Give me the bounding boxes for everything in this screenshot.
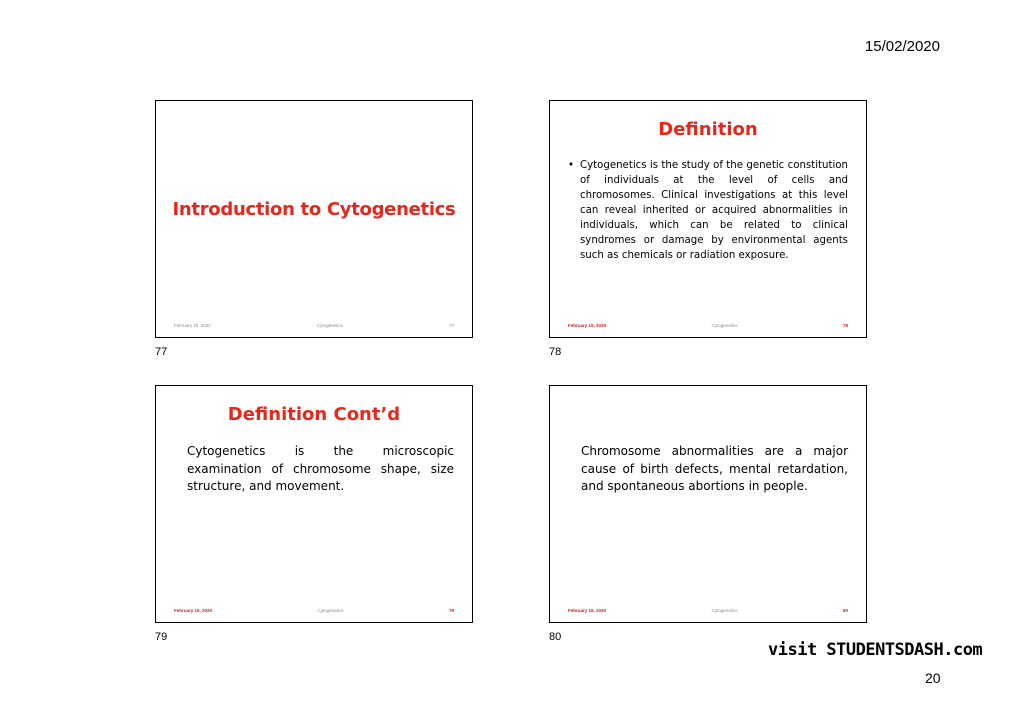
footer-page: 77 <box>448 323 454 328</box>
slide-title: Definition <box>658 119 758 140</box>
slide-79 <box>155 385 473 623</box>
page-date: 15/02/2020 <box>864 38 940 55</box>
footer-date: February 15, 2020 <box>568 323 607 328</box>
footer-topic: Cytogenetics <box>711 608 738 613</box>
footer-page: 80 <box>842 608 848 613</box>
footer-topic: Cytogenetics <box>317 608 344 613</box>
slide-77 <box>155 100 473 338</box>
slide-body: Cytogenetics is the study of the genetic constitution of individuals at the level of cells and chromosomes. Clinical investigations at this level can reveal inherited or acquired abnormalities in individuals, which can be related to clinical syndromes or damage by environmental agents such as chemicals or radiation exposure. <box>580 160 848 261</box>
page-number: 20 <box>925 670 941 686</box>
slide-footer <box>174 323 454 328</box>
watermark: visit STUDENTSDASH.com <box>768 640 983 660</box>
slide-78 <box>549 100 867 338</box>
slide-number: 79 <box>155 631 168 643</box>
footer-topic: Cytogenetics <box>711 323 738 328</box>
slide-title: Introduction to Cytogenetics <box>172 199 456 220</box>
slide-number: 77 <box>155 346 168 358</box>
footer-page: 78 <box>842 323 848 328</box>
footer-page: 79 <box>448 608 454 613</box>
bullet-item <box>568 158 848 263</box>
slide-number: 78 <box>549 346 562 358</box>
slide-80 <box>549 385 867 623</box>
slide-footer <box>568 608 848 613</box>
slide-number: 80 <box>549 631 562 643</box>
slide-title: Definition Cont’d <box>227 404 401 425</box>
slide-footer <box>568 323 848 328</box>
slide-footer <box>174 608 454 613</box>
slide-body: Chromosome abnormalities are a major cause of birth defects, mental retardation, and spontaneous abortions in people. <box>581 444 848 493</box>
slide-body: Cytogenetics is the microscopic examination of chromosome shape, size structure, and movement. <box>187 444 454 493</box>
footer-date: February 15, 2020 <box>174 323 211 328</box>
bullet-icon: • <box>568 160 575 171</box>
footer-date: February 15, 2020 <box>568 608 607 613</box>
footer-date: February 15, 2020 <box>174 608 213 613</box>
footer-topic: Cytogenetics <box>316 323 343 328</box>
